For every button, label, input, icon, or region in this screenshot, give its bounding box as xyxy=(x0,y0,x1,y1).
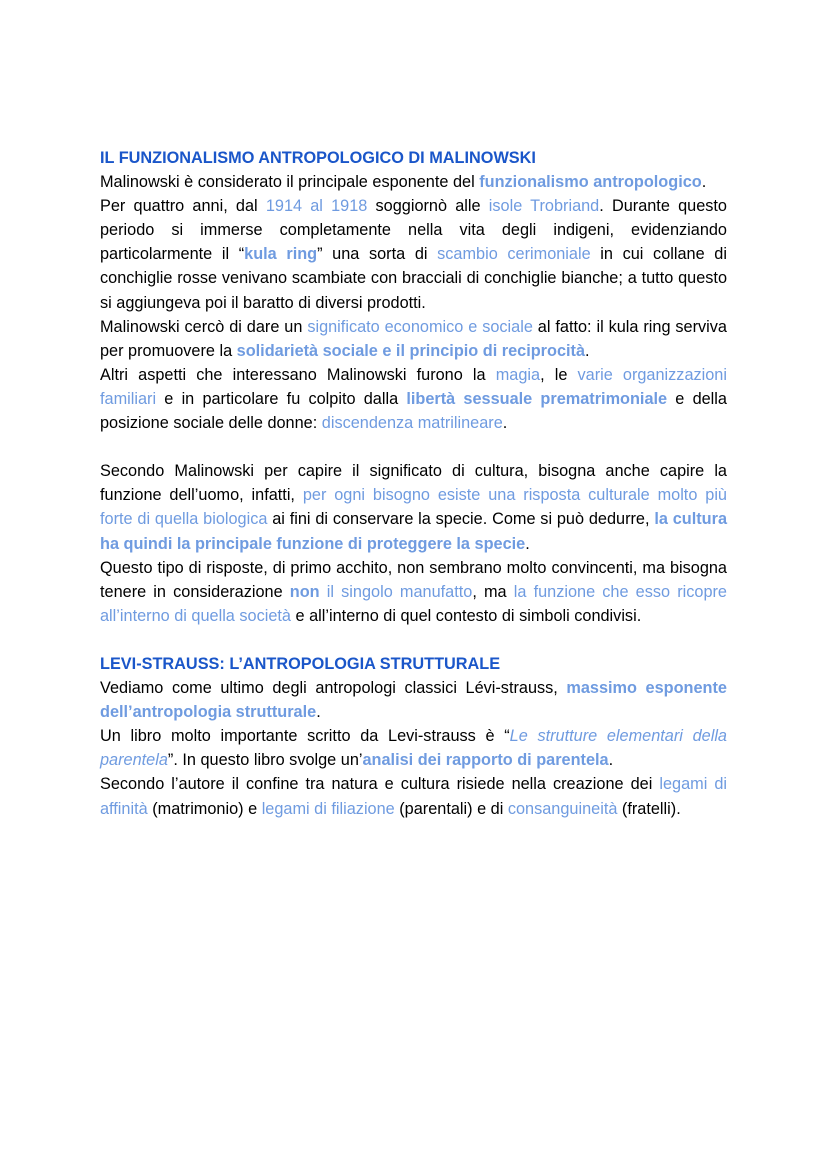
text: Secondo l’autore il confine tra natura e cultura risiede nella creazione dei xyxy=(100,775,660,794)
text: . xyxy=(608,751,614,770)
highlight: scambio cerimoniale xyxy=(437,245,591,264)
highlight: legami di filiazione xyxy=(261,799,395,818)
text: e in particolare fu colpito dalla xyxy=(156,389,407,408)
text: Per quattro anni, dal xyxy=(100,197,266,216)
book-title: Le strutture elementari della parentela xyxy=(100,727,727,770)
highlight-bold: libertà sessuale prematrimoniale xyxy=(406,389,668,408)
text: Un libro molto importante scritto da Levi-strauss è “ xyxy=(100,727,510,746)
text: soggiornò alle xyxy=(367,197,489,216)
highlight: consanguineità xyxy=(507,799,618,818)
highlight-bold: kula ring xyxy=(244,245,318,264)
highlight-bold: solidarietà sociale e il principio di reciprocità xyxy=(236,341,586,360)
section-heading-levi-strauss: LEVI-STRAUSS: L’ANTROPOLOGIA STRUTTURALE xyxy=(100,654,501,673)
text: (fratelli). xyxy=(617,799,681,818)
text: . xyxy=(502,414,508,433)
highlight-bold: la cultura ha quindi la principale funzione di proteggere la specie xyxy=(100,510,728,553)
document-body xyxy=(100,146,727,821)
text: (matrimonio) e xyxy=(147,799,262,818)
paragraph xyxy=(100,194,727,314)
highlight: varie organizzazioni familiari xyxy=(100,365,727,408)
highlight-bold: non xyxy=(289,582,320,601)
paragraph xyxy=(100,459,727,555)
highlight: isole Trobriand xyxy=(488,197,600,216)
highlight: magia xyxy=(495,365,541,384)
text: ai fini di conservare la specie. Come si può dedurre, xyxy=(267,510,655,529)
text: ” una sorta di xyxy=(317,245,438,264)
text: . xyxy=(585,341,590,360)
text: ”. In questo libro svolge un’ xyxy=(167,751,363,770)
highlight: il singolo manufatto xyxy=(319,582,473,601)
paragraph xyxy=(100,170,727,194)
paragraph xyxy=(100,556,727,628)
text: al fatto: il kula ring serviva per promuovere la xyxy=(100,317,727,360)
highlight: la funzione che esso ricopre all’interno di quella società xyxy=(100,582,727,625)
paragraph-spacer xyxy=(100,435,727,459)
text: Questo tipo di risposte, di primo acchito, non sembrano molto convincenti, ma bisogna tenere in considerazione xyxy=(100,558,727,601)
text: Malinowski è considerato il principale esponente del xyxy=(100,173,480,192)
text: e della posizione sociale delle donne: xyxy=(100,389,727,433)
paragraph xyxy=(100,315,727,363)
paragraph-spacer xyxy=(100,628,727,652)
text: , le xyxy=(540,365,578,384)
text: e all’interno di quel contesto di simboli condivisi. xyxy=(290,606,642,625)
text: Vediamo come ultimo degli antropologi classici Lévi-strauss, xyxy=(100,679,567,698)
text: Altri aspetti che interessano Malinowski furono la xyxy=(100,365,496,384)
text: . xyxy=(701,173,707,192)
highlight-bold: analisi dei rapporto di parentela xyxy=(362,751,609,770)
highlight: 1914 al 1918 xyxy=(265,197,368,216)
highlight: legami di affinità xyxy=(100,775,727,818)
text: Malinowski cercò di dare un xyxy=(100,317,308,336)
section-heading-malinowski: IL FUNZIONALISMO ANTROPOLOGICO DI MALINOWSKI xyxy=(100,149,536,167)
highlight-bold: massimo esponente dell’antropologia strutturale xyxy=(100,679,727,722)
text: . xyxy=(316,703,321,722)
highlight-bold: funzionalismo antropologico xyxy=(479,173,702,192)
paragraph xyxy=(100,676,727,724)
highlight: discendenza matrilineare xyxy=(321,414,503,433)
text: in cui collane di conchiglie rosse venivano scambiate con bracciali di conchiglie bianche; a tutto questo si aggiungeva poi il baratto di diversi prodotti. xyxy=(100,245,727,312)
paragraph xyxy=(100,724,727,772)
text: , ma xyxy=(472,582,514,601)
text: . Durante questo periodo si immerse completamente nella vita degli indigeni, evidenziando particolarmente il “ xyxy=(100,197,727,264)
highlight: significato economico e sociale xyxy=(307,317,533,336)
text: (parentali) e di xyxy=(394,799,508,818)
paragraph xyxy=(100,772,727,820)
text: Secondo Malinowski per capire il significato di cultura, bisogna anche capire la funzione dell’uomo, infatti, xyxy=(100,462,727,505)
highlight: per ogni bisogno esiste una risposta culturale molto più forte di quella biologica xyxy=(100,486,727,529)
paragraph xyxy=(100,363,727,435)
text: . xyxy=(525,534,530,553)
